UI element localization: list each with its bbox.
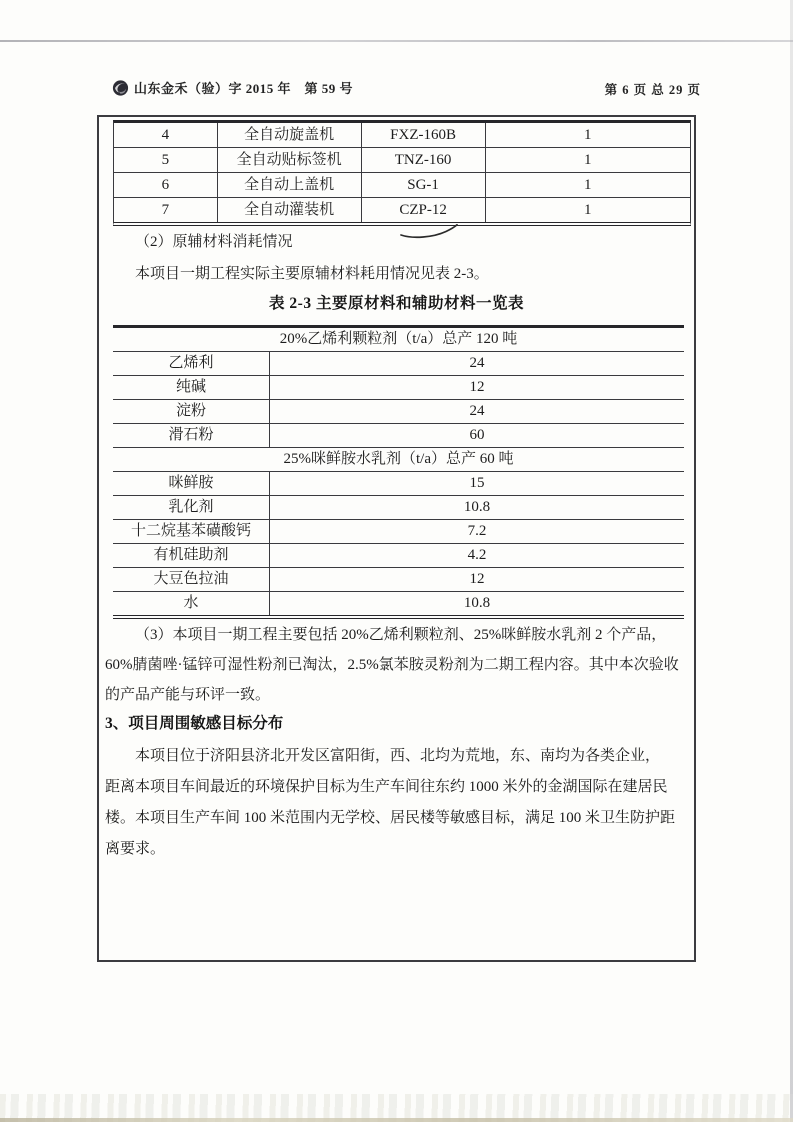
- table-row: [113, 544, 684, 568]
- material-value-cell: 24: [469, 355, 485, 371]
- table-row: [114, 173, 690, 198]
- section3-paragraph: [105, 741, 691, 865]
- paragraph-line: 本项目位于济阳县济北开发区富阳街，西、北均为荒地，东、南均为各类企业，: [135, 748, 661, 764]
- equipment-qty-cell: 1: [583, 152, 592, 168]
- material-name-cell: 大豆色拉油: [113, 568, 270, 591]
- equipment-qty-cell: 1: [583, 127, 592, 143]
- equipment-name-cell: 全自动上盖机: [218, 173, 362, 197]
- material-value-cell: 24: [469, 403, 485, 419]
- section3-heading: 3、项目周围敏感目标分布: [105, 715, 284, 732]
- table-row: [113, 472, 684, 496]
- table-row: [114, 148, 690, 173]
- scan-bottom-edge: [0, 1118, 793, 1122]
- table-row: [113, 520, 684, 544]
- paragraph-line: 离要求。: [105, 841, 166, 857]
- material-value-cell: 10.8: [463, 595, 491, 611]
- equipment-no-cell: 4: [114, 123, 218, 147]
- section2-item-label: （2）原辅材料消耗情况: [135, 234, 293, 250]
- material-value-cell: 4.2: [467, 547, 487, 563]
- material-name-cell: 滑石粉: [113, 424, 270, 447]
- equipment-name-cell: 全自动贴标签机: [218, 148, 362, 172]
- equipment-qty-cell: 1: [583, 202, 592, 218]
- equipment-model-cell: TNZ-160: [362, 148, 486, 172]
- table-row: [113, 400, 684, 424]
- paragraph-line: 60%腈菌唑·锰锌可湿性粉剂已淘汰，2.5%氯苯胺灵粉剂为二期工程内容。其中本次验收: [105, 657, 679, 673]
- paragraph-line: 距离本项目车间最近的环境保护目标为生产车间往东约 1000 米外的金湖国际在建居民: [105, 779, 668, 795]
- materials-section-header: 20%乙烯利颗粒剂（t/a）总产 120 吨: [113, 328, 684, 352]
- page-header: [0, 72, 793, 102]
- material-name-cell: 水: [113, 592, 270, 615]
- paragraph-line: 楼。本项目生产车间 100 米范围内无学校、居民楼等敏感目标，满足 100 米卫生防护距: [105, 810, 676, 826]
- material-value-cell: 12: [469, 379, 485, 395]
- material-value-cell: 15: [469, 475, 485, 491]
- equipment-name-cell: 全自动灌装机: [218, 198, 362, 222]
- content-frame: [97, 115, 696, 962]
- material-name-cell: 乳化剂: [113, 496, 270, 519]
- materials-section-rows: [113, 472, 684, 615]
- material-value-cell: 12: [469, 571, 485, 587]
- scan-edge-line: [0, 40, 793, 42]
- table-row: [113, 592, 684, 615]
- equipment-model-cell: CZP-12: [362, 198, 486, 222]
- materials-section-rows: [113, 352, 684, 448]
- material-name-cell: 有机硅助剂: [113, 544, 270, 567]
- material-value-cell: 60: [469, 427, 485, 443]
- paragraph-line: 的产品产能与环评一致。: [105, 687, 271, 703]
- page-indicator: 第 6 页 总 29 页: [604, 83, 701, 97]
- equipment-name-cell: 全自动旋盖机: [218, 123, 362, 147]
- material-name-cell: 淀粉: [113, 400, 270, 423]
- table-row: [113, 352, 684, 376]
- table-row: [113, 376, 684, 400]
- table-row: [113, 568, 684, 592]
- equipment-no-cell: 5: [114, 148, 218, 172]
- jinhe-swirl-logo-icon: [112, 79, 129, 96]
- material-name-cell: 乙烯利: [113, 352, 270, 375]
- table-row: [114, 198, 690, 222]
- paragraph-line: （3）本项目一期工程主要包括 20%乙烯利颗粒剂、25%咪鲜胺水乳剂 2 个产品，: [135, 627, 667, 643]
- equipment-table: [113, 120, 691, 226]
- table-row: [114, 123, 690, 148]
- material-name-cell: 咪鲜胺: [113, 472, 270, 495]
- materials-section-header: 25%咪鲜胺水乳剂（t/a）总产 60 吨: [113, 448, 684, 472]
- equipment-model-cell: SG-1: [362, 173, 486, 197]
- table-row: [113, 496, 684, 520]
- materials-table: [113, 325, 684, 619]
- material-name-cell: 纯碱: [113, 376, 270, 399]
- material-value-cell: 10.8: [463, 499, 491, 515]
- section2-intro: 本项目一期工程实际主要原辅材料耗用情况见表 2-3。: [135, 266, 489, 282]
- equipment-model-cell: FXZ-160B: [362, 123, 486, 147]
- material-name-cell: 十二烷基苯磺酸钙: [113, 520, 270, 543]
- table-row: [113, 424, 684, 448]
- material-value-cell: 7.2: [467, 523, 487, 539]
- equipment-qty-cell: 1: [583, 177, 592, 193]
- paragraph-3: [105, 620, 691, 710]
- equipment-no-cell: 6: [114, 173, 218, 197]
- doc-number: 山东金禾（验）字 2015 年 第 59 号: [134, 81, 354, 96]
- equipment-no-cell: 7: [114, 198, 218, 222]
- table-2-3-title: 表 2-3 主要原材料和辅助材料一览表: [269, 295, 524, 312]
